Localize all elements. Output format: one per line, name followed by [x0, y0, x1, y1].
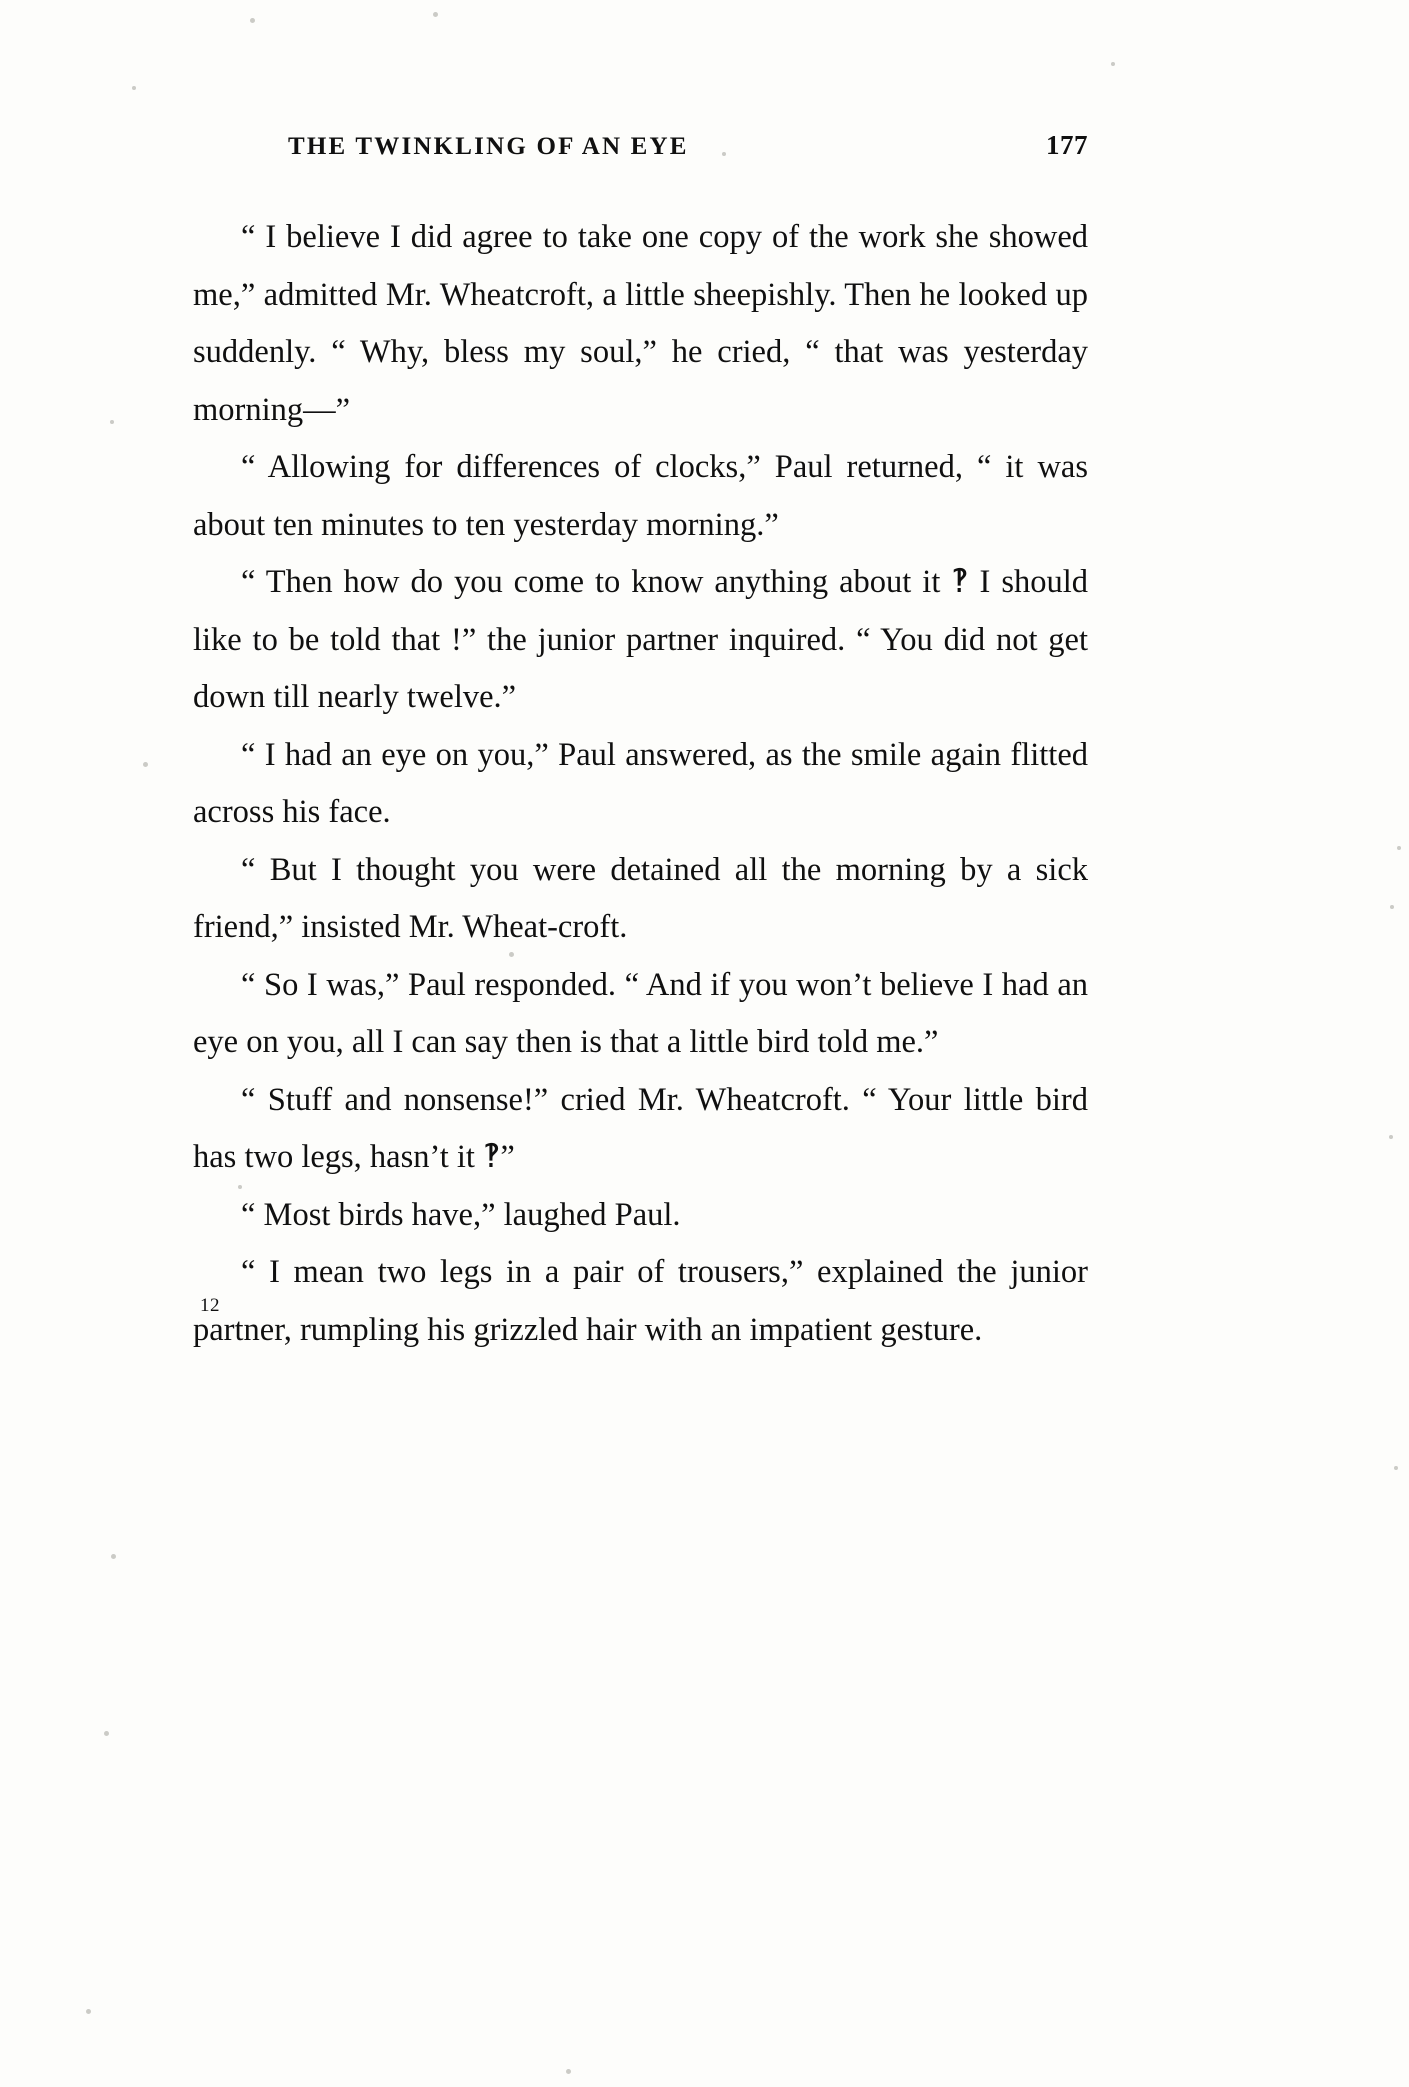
scan-speck: [566, 2069, 571, 2074]
scan-speck: [250, 18, 255, 23]
scan-speck: [110, 420, 114, 424]
signature-mark: 12: [200, 1295, 220, 1316]
running-head: [193, 130, 1088, 161]
paragraph: “ Allowing for differences of clocks,” Paul returned, “ it was about ten minutes to ten yesterday morning.”: [193, 449, 1088, 543]
body-text: [193, 209, 1088, 1359]
paragraph: “ Most birds have,” laughed Paul.: [241, 1196, 681, 1233]
scan-speck: [1397, 846, 1401, 850]
paragraph: “ Then how do you come to know anything about it ‽ I should like to be told that !” the junior partner inquired. “ You did not get down till nearly twelve.”: [193, 564, 1088, 715]
page-number: 177: [1046, 130, 1088, 160]
scan-speck: [1390, 905, 1394, 909]
scan-speck: [433, 12, 438, 17]
scan-speck: [86, 2009, 91, 2014]
paragraph: “ Stuff and nonsense!” cried Mr. Wheatcroft. “ Your little bird has two legs, hasn’t it ‽”: [193, 1081, 1088, 1175]
scan-speck: [104, 1731, 109, 1736]
paragraph: “ So I was,” Paul responded. “ And if you won’t believe I had an eye on you, all I can say then is that a little bird told me.”: [193, 966, 1088, 1060]
scan-speck: [111, 1554, 116, 1559]
scan-speck: [1394, 1466, 1398, 1470]
paragraph: “ I believe I did agree to take one copy of the work she showed me,” admitted Mr. Wheatcroft, a little sheepishly. Then he looked up suddenly. “ Why, bless my soul,” he cried, “ that was yesterday morning—”: [193, 219, 1088, 428]
scan-speck: [1389, 1135, 1393, 1139]
paragraph: “ But I thought you were detained all the morning by a sick friend,” insisted Mr. Wheat-croft.: [193, 851, 1088, 945]
page-text-block: [193, 130, 1088, 1359]
paragraph: “ I had an eye on you,” Paul answered, as the smile again flitted across his face.: [193, 736, 1088, 830]
paragraph: “ I mean two legs in a pair of trousers,” explained the junior partner, rumpling his grizzled hair with an impatient gesture.: [193, 1254, 1088, 1348]
running-head-title: THE TWINKLING OF AN EYE: [288, 133, 689, 160]
scan-speck: [143, 762, 148, 767]
scan-speck: [132, 86, 136, 90]
scan-speck: [1111, 62, 1115, 66]
